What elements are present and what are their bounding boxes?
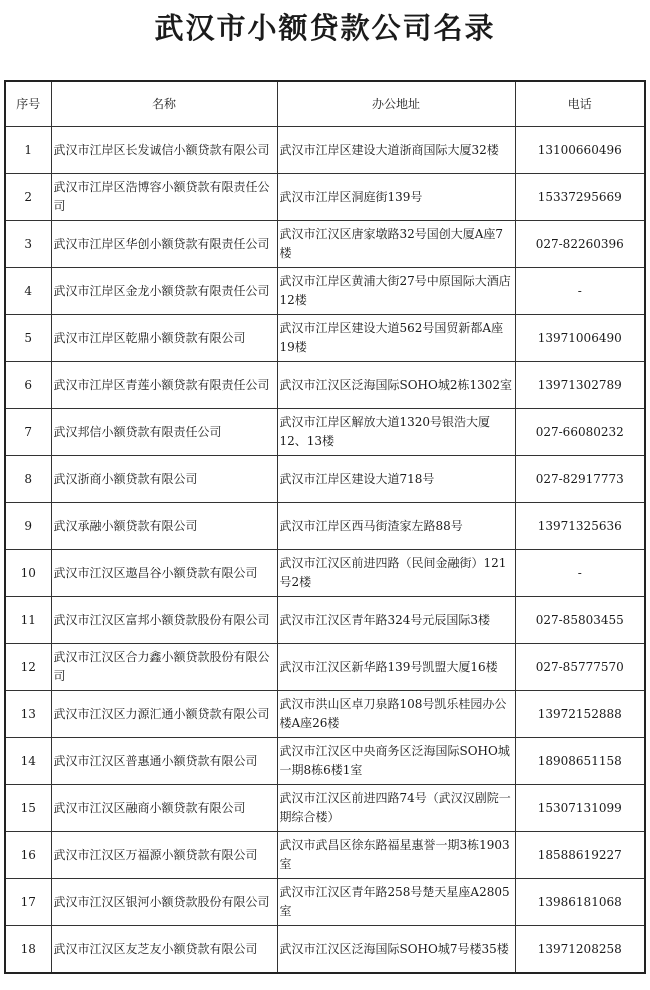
table-row: [5, 268, 645, 315]
cell-index: 15: [5, 785, 51, 832]
table-row: [5, 409, 645, 456]
cell-company-name: 武汉市江汉区融商小额贷款有限公司: [51, 785, 277, 832]
page-title: 武汉市小额贷款公司名录: [154, 11, 496, 45]
cell-office-address: 武汉市江岸区黄浦大街27号中原国际大酒店12楼: [277, 268, 515, 315]
cell-office-address: 武汉市江岸区西马街渣家左路88号: [277, 503, 515, 550]
table-row: [5, 550, 645, 597]
cell-index: 10: [5, 550, 51, 597]
cell-index: 9: [5, 503, 51, 550]
cell-company-name: 武汉市江岸区华创小额贷款有限责任公司: [51, 221, 277, 268]
table-row: [5, 926, 645, 974]
cell-company-name: 武汉浙商小额贷款有限公司: [51, 456, 277, 503]
cell-office-address: 武汉市江汉区泛海国际SOHO城2栋1302室: [277, 362, 515, 409]
cell-office-address: 武汉市江汉区前进四路74号（武汉汉剧院一期综合楼）: [277, 785, 515, 832]
table-row: [5, 503, 645, 550]
cell-index: 7: [5, 409, 51, 456]
cell-office-address: 武汉市江汉区泛海国际SOHO城7号楼35楼: [277, 926, 515, 974]
company-directory-table: [4, 80, 646, 974]
cell-company-name: 武汉承融小额贷款有限公司: [51, 503, 277, 550]
table-row: [5, 456, 645, 503]
cell-phone: 13100660496: [515, 127, 645, 174]
cell-index: 2: [5, 174, 51, 221]
cell-company-name: 武汉市江汉区友芝友小额贷款有限公司: [51, 926, 277, 974]
cell-company-name: 武汉市江岸区乾鼎小额贷款有限公司: [51, 315, 277, 362]
cell-company-name: 武汉市江岸区青莲小额贷款有限责任公司: [51, 362, 277, 409]
table-row: [5, 127, 645, 174]
table-row: [5, 738, 645, 785]
cell-phone: 13972152888: [515, 691, 645, 738]
cell-office-address: 武汉市江岸区解放大道1320号银浩大厦12、13楼: [277, 409, 515, 456]
cell-phone: 13986181068: [515, 879, 645, 926]
cell-company-name: 武汉市江汉区富邦小额贷款股份有限公司: [51, 597, 277, 644]
cell-office-address: 武汉市洪山区卓刀泉路108号凯乐桂园办公楼A座26楼: [277, 691, 515, 738]
cell-office-address: 武汉市江汉区中央商务区泛海国际SOHO城一期8栋6楼1室: [277, 738, 515, 785]
cell-company-name: 武汉市江汉区银河小额贷款股份有限公司: [51, 879, 277, 926]
cell-company-name: 武汉市江岸区浩博容小额贷款有限责任公司: [51, 174, 277, 221]
table-row: [5, 221, 645, 268]
cell-phone: 027-66080232: [515, 409, 645, 456]
cell-office-address: 武汉市江汉区唐家墩路32号国创大厦A座7楼: [277, 221, 515, 268]
cell-index: 14: [5, 738, 51, 785]
cell-phone: 13971208258: [515, 926, 645, 974]
cell-company-name: 武汉市江汉区力源汇通小额贷款有限公司: [51, 691, 277, 738]
cell-company-name: 武汉市江汉区万福源小额贷款有限公司: [51, 832, 277, 879]
cell-index: 18: [5, 926, 51, 974]
cell-index: 16: [5, 832, 51, 879]
cell-company-name: 武汉市江岸区金龙小额贷款有限责任公司: [51, 268, 277, 315]
cell-company-name: 武汉邦信小额贷款有限责任公司: [51, 409, 277, 456]
column-header-phone: 电话: [515, 81, 645, 127]
cell-office-address: 武汉市江岸区建设大道718号: [277, 456, 515, 503]
cell-company-name: 武汉市江岸区长发诚信小额贷款有限公司: [51, 127, 277, 174]
column-header-index: 序号: [5, 81, 51, 127]
cell-phone: -: [515, 550, 645, 597]
cell-company-name: 武汉市江汉区普惠通小额贷款有限公司: [51, 738, 277, 785]
table-row: [5, 315, 645, 362]
cell-index: 4: [5, 268, 51, 315]
cell-office-address: 武汉市江岸区洞庭街139号: [277, 174, 515, 221]
cell-phone: 027-82260396: [515, 221, 645, 268]
table-row: [5, 174, 645, 221]
cell-phone: 18588619227: [515, 832, 645, 879]
cell-phone: 027-85803455: [515, 597, 645, 644]
table-row: [5, 597, 645, 644]
cell-phone: -: [515, 268, 645, 315]
cell-office-address: 武汉市江岸区建设大道浙商国际大厦32楼: [277, 127, 515, 174]
cell-office-address: 武汉市江汉区新华路139号凯盟大厦16楼: [277, 644, 515, 691]
cell-phone: 027-82917773: [515, 456, 645, 503]
cell-phone: 13971302789: [515, 362, 645, 409]
cell-phone: 18908651158: [515, 738, 645, 785]
cell-index: 12: [5, 644, 51, 691]
cell-index: 1: [5, 127, 51, 174]
cell-company-name: 武汉市江汉区遨昌谷小额贷款有限公司: [51, 550, 277, 597]
cell-phone: 027-85777570: [515, 644, 645, 691]
cell-index: 11: [5, 597, 51, 644]
cell-index: 8: [5, 456, 51, 503]
table-row: [5, 644, 645, 691]
cell-office-address: 武汉市江汉区青年路258号楚天星座A2805室: [277, 879, 515, 926]
cell-office-address: 武汉市江岸区建设大道562号国贸新都A座19楼: [277, 315, 515, 362]
table-row: [5, 362, 645, 409]
cell-office-address: 武汉市江汉区前进四路（民间金融街）121号2楼: [277, 550, 515, 597]
table-row: [5, 691, 645, 738]
cell-office-address: 武汉市武昌区徐东路福星惠誉一期3栋1903室: [277, 832, 515, 879]
cell-company-name: 武汉市江汉区合力鑫小额贷款股份有限公司: [51, 644, 277, 691]
cell-index: 6: [5, 362, 51, 409]
cell-index: 3: [5, 221, 51, 268]
cell-index: 5: [5, 315, 51, 362]
column-header-address: 办公地址: [277, 81, 515, 127]
cell-phone: 15307131099: [515, 785, 645, 832]
cell-phone: 13971006490: [515, 315, 645, 362]
table-header-row: [5, 81, 645, 127]
cell-phone: 15337295669: [515, 174, 645, 221]
cell-phone: 13971325636: [515, 503, 645, 550]
table-row: [5, 879, 645, 926]
cell-index: 17: [5, 879, 51, 926]
table-row: [5, 832, 645, 879]
column-header-name: 名称: [51, 81, 277, 127]
cell-office-address: 武汉市江汉区青年路324号元辰国际3楼: [277, 597, 515, 644]
cell-index: 13: [5, 691, 51, 738]
table-row: [5, 785, 645, 832]
